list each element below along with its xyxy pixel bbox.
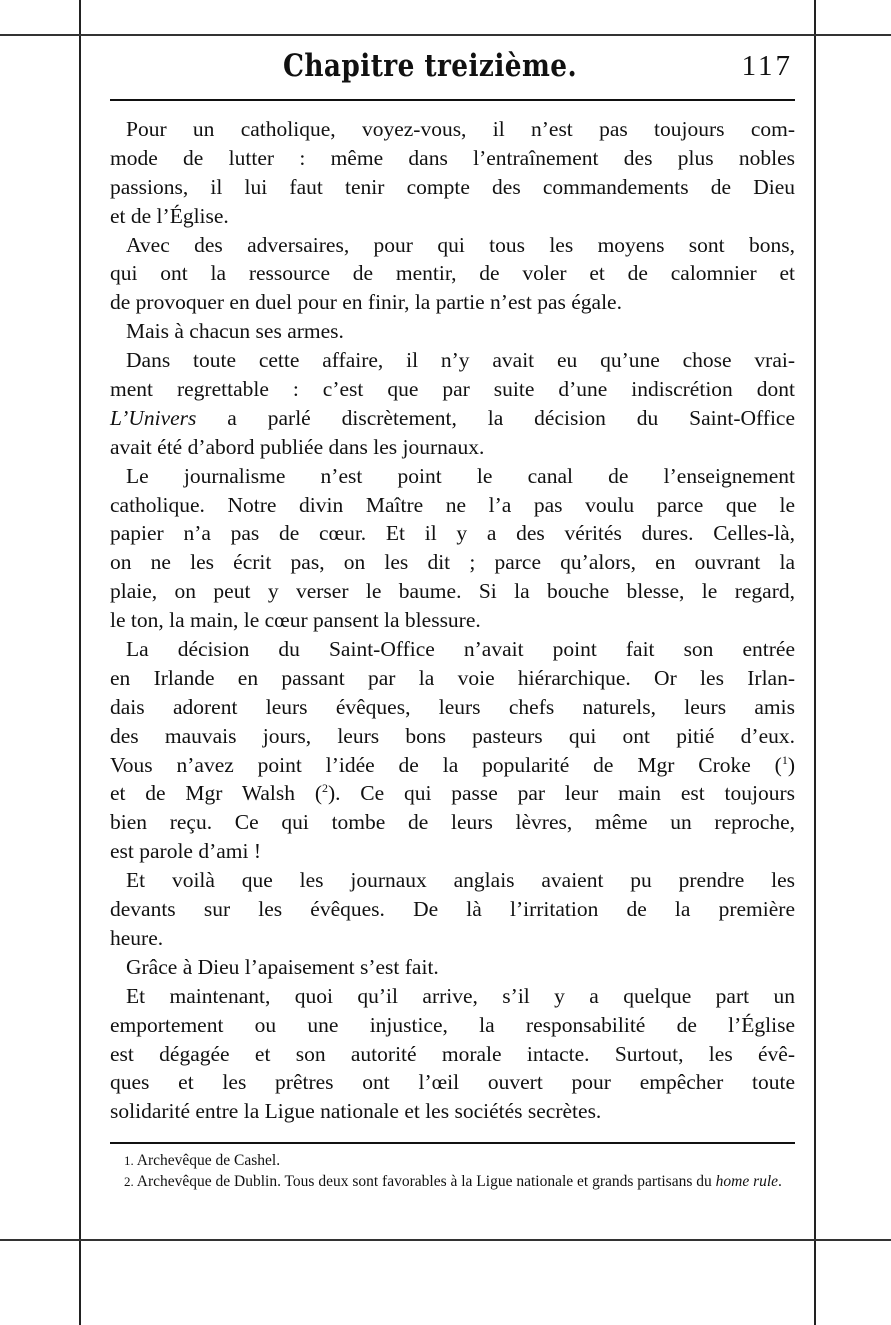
text-segment: bien reçu. Ce qui tombe de leurs lèvres, même un reproche,	[110, 810, 795, 835]
text-line	[110, 808, 795, 837]
text-segment: catholique. Notre divin Maître ne l’a pas voulu parce que le	[110, 492, 795, 517]
text-segment: La décision du Saint-Office n’avait point fait son entrée	[126, 637, 795, 662]
text-segment: devants sur les évêques. De là l’irritation de la première	[110, 897, 795, 922]
page-border-top	[0, 34, 891, 36]
page-number: 117	[741, 50, 793, 82]
text-segment: ). Ce qui passe par leur main est toujours	[327, 781, 796, 806]
text-line	[110, 288, 795, 317]
text-line	[110, 462, 795, 491]
text-line	[110, 635, 795, 664]
text-line	[110, 1068, 795, 1097]
text-line	[110, 722, 795, 751]
text-line	[110, 924, 795, 953]
text-segment: Et maintenant, quoi qu’il arrive, s’il y a quelque part un	[126, 983, 795, 1008]
body-text	[110, 115, 795, 1126]
text-segment: dais adorent leurs évêques, leurs chefs naturels, leurs amis	[110, 694, 795, 719]
text-line	[110, 895, 795, 924]
paragraph	[110, 953, 795, 982]
text-segment: Dans toute cette affaire, il n’y avait eu qu’une chose vrai-	[126, 348, 795, 373]
text-line	[110, 115, 795, 144]
text-line	[110, 953, 795, 982]
text-line	[110, 317, 795, 346]
page-border-right	[814, 0, 816, 1325]
text-segment: papier n’a pas de cœur. Et il y a des vérités dures. Celles-là,	[110, 521, 795, 546]
footnote-end: .	[778, 1173, 782, 1190]
text-line	[110, 231, 795, 260]
text-line	[110, 779, 795, 808]
text-segment: passions, il lui faut tenir compte des commandements de Dieu	[110, 174, 795, 199]
chapter-title: Chapitre treizième.	[282, 48, 578, 84]
paragraph	[110, 115, 795, 231]
text-segment: emportement ou une injustice, la responsabilité de l’Église	[110, 1012, 795, 1037]
paragraph	[110, 982, 795, 1126]
footnote-rule	[110, 1142, 795, 1144]
text-segment: plaie, on peut y verser le baume. Si la bouche blesse, le regard,	[110, 579, 795, 604]
text-line	[110, 404, 795, 433]
footnote-number: 1.	[124, 1153, 134, 1168]
text-segment: )	[787, 752, 795, 777]
text-segment: et de l’Église.	[110, 203, 229, 228]
text-line	[110, 1097, 795, 1126]
footnote-text: Archevêque de Dublin. Tous deux sont favorables à la Ligue nationale et grands partisans du	[133, 1173, 716, 1190]
text-segment: Grâce à Dieu l’apaisement s’est fait.	[126, 954, 439, 979]
text-line	[110, 202, 795, 231]
page-border-bottom	[0, 1239, 891, 1241]
text-segment: ment regrettable : c’est que par suite d’une indiscrétion dont	[110, 377, 795, 402]
text-segment: solidarité entre la Ligue nationale et les sociétés secrètes.	[110, 1099, 602, 1124]
text-line	[110, 866, 795, 895]
text-segment: Avec des adversaires, pour qui tous les moyens sont bons,	[126, 232, 795, 257]
text-line	[110, 144, 795, 173]
text-segment: L’Univers	[110, 405, 197, 430]
footnotes	[110, 1150, 795, 1192]
text-segment: avait été d’abord publiée dans les journaux.	[110, 434, 485, 459]
text-line	[110, 173, 795, 202]
running-header	[110, 48, 795, 88]
footnote-1	[110, 1150, 795, 1171]
text-segment: qui ont la ressource de mentir, de voler et de calomnier et	[110, 261, 795, 286]
text-line	[110, 375, 795, 404]
text-line	[110, 606, 795, 635]
footnote-italic: home rule	[715, 1173, 779, 1190]
text-line	[110, 346, 795, 375]
text-segment: Mais à chacun ses armes.	[126, 319, 344, 344]
paragraph	[110, 866, 795, 953]
text-segment: ques et les prêtres ont l’œil ouvert pour empêcher toute	[110, 1070, 795, 1095]
text-segment: heure.	[110, 925, 164, 950]
text-line	[110, 259, 795, 288]
text-segment: le ton, la main, le cœur pansent la blessure.	[110, 608, 481, 633]
text-segment: Pour un catholique, voyez-vous, il n’est pas toujours com-	[126, 117, 795, 141]
page-border-left	[79, 0, 81, 1325]
footnote-text: Archevêque de Cashel.	[133, 1152, 281, 1169]
paragraph	[110, 346, 795, 462]
text-line	[110, 519, 795, 548]
text-line	[110, 751, 795, 780]
text-segment: de provoquer en duel pour en finir, la partie n’est pas égale.	[110, 290, 622, 315]
footnote-ref: 2	[321, 781, 328, 796]
text-line	[110, 837, 795, 866]
paragraph	[110, 231, 795, 318]
text-line	[110, 491, 795, 520]
text-segment: mode de lutter : même dans l’entraînement des plus nobles	[110, 145, 795, 170]
text-line	[110, 693, 795, 722]
text-line	[110, 1011, 795, 1040]
text-segment: on ne les écrit pas, on les dit ; parce qu’alors, en ouvrant la	[110, 550, 795, 575]
footnote-2	[110, 1171, 795, 1192]
text-segment: a parlé discrètement, la décision du Saint-Office	[196, 405, 795, 430]
footnote-number: 2.	[124, 1174, 134, 1189]
text-line	[110, 982, 795, 1011]
paragraph	[110, 462, 795, 635]
text-segment: Le journalisme n’est point le canal de l’enseignement	[126, 463, 795, 488]
text-line	[110, 577, 795, 606]
text-segment: en Irlande en passant par la voie hiérarchique. Or les Irlan-	[110, 665, 795, 690]
text-segment: est parole d’ami !	[110, 839, 262, 864]
text-segment: Et voilà que les journaux anglais avaient pu prendre les	[126, 868, 795, 893]
footnote-ref: 1	[781, 752, 788, 767]
paragraph	[110, 635, 795, 866]
text-line	[110, 664, 795, 693]
text-segment: Vous n’avez point l’idée de la popularité de Mgr Croke (	[110, 752, 782, 777]
text-line	[110, 1040, 795, 1069]
paragraph	[110, 317, 795, 346]
header-rule	[110, 99, 795, 101]
text-line	[110, 548, 795, 577]
text-segment: des mauvais jours, leurs bons pasteurs qui ont pitié d’eux.	[110, 723, 795, 748]
text-segment: et de Mgr Walsh (	[110, 781, 322, 806]
text-line	[110, 433, 795, 462]
text-segment: est dégagée et son autorité morale intacte. Surtout, les évê-	[110, 1041, 795, 1066]
